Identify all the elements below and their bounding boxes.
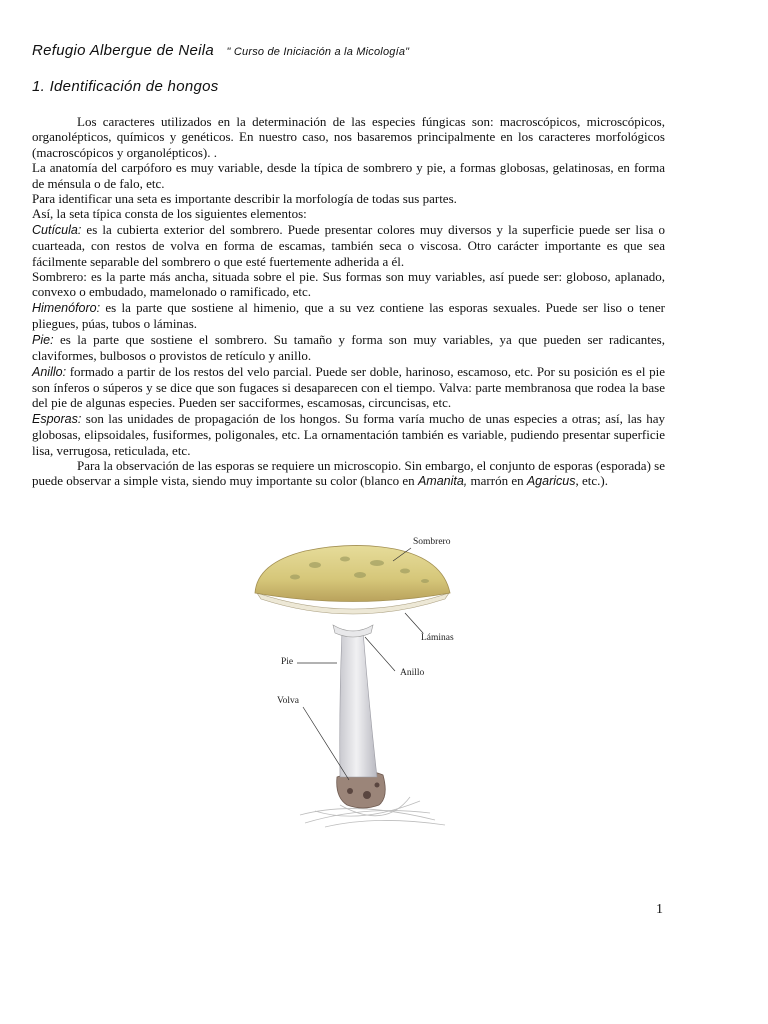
genus-amanita: Amanita,: [417, 474, 468, 489]
sombrero-paragraph: Sombrero: es la parte más ancha, situada sobre el pie. Sus formas son muy variables, así puede ser: globoso, aplanado, convexo o embudado, mamelonado o ramificado, etc.: [32, 269, 665, 300]
mushroom-figure: [245, 515, 497, 855]
esporas-paragraph: [32, 411, 665, 458]
observation-paragraph: [32, 458, 665, 490]
label-pie: Pie: [281, 657, 294, 667]
pie-text: es la parte que sostiene el sombrero. Su tamaño y forma son muy variables, ya que pueden ser radicantes, claviformes, bulbosos o provistos de retículo y anillo.: [32, 331, 665, 364]
observation-text-mid: marrón en: [467, 473, 527, 489]
pie-term: Pie:: [32, 332, 54, 347]
himenoforo-term: Himenóforo:: [32, 300, 101, 315]
label-volva: Volva: [277, 696, 299, 706]
anillo-text: formado a partir de los restos del velo parcial. Puede ser doble, harinoso, escamoso, etc. Por su posición es el pie son ínferos o súperos y se dice que son fugaces si desaparecen con el tiempo. Valva: parte membranosa que rodea la base del pie de algunas especies. Pueden ser sacciformes, escamosas, circuncisas, etc.: [32, 363, 665, 411]
pie-paragraph: [32, 332, 665, 364]
genus-agaricus: Agaricus: [526, 474, 576, 489]
observation-text-end: , etc.).: [575, 473, 608, 489]
anatomy-paragraph: La anatomía del carpóforo es muy variable, desde la típica de sombrero y pie, a formas globosas, gelatinosas, en forma de ménsula o de falo, etc.: [32, 160, 665, 191]
label-laminas: Láminas: [421, 633, 454, 643]
body-text: [32, 114, 665, 490]
page-number: 1: [656, 902, 663, 917]
document-header: [32, 42, 732, 60]
label-anillo: Anillo: [400, 668, 425, 678]
himenoforo-text: es la parte que sostiene al himenio, que a su vez contiene las esporas sexuales. Puede ser liso o tener pliegues, púas, tubos o láminas.: [32, 299, 665, 332]
anillo-term: Anillo:: [32, 364, 67, 379]
header-organization: Refugio Albergue de Neila: [32, 42, 215, 59]
cuticula-paragraph: [32, 222, 665, 269]
typical-paragraph: Así, la seta típica consta de los siguientes elementos:: [32, 206, 307, 222]
section-title: 1. Identificación de hongos: [32, 78, 219, 95]
cap-shape: [255, 545, 450, 601]
cuticula-text: es la cubierta exterior del sombrero. Puede presentar colores muy diversos y la superficie puede ser lisa o cuarteada, con restos de volva en forma de escamas, también seca o viscosa. Otro carácter importante es que sea fácilmente separable del sombrero o que esté fuertemente adherida a él.: [32, 221, 665, 269]
label-sombrero: Sombrero: [413, 537, 451, 547]
himenoforo-paragraph: [32, 300, 665, 332]
intro-paragraph: Los caracteres utilizados en la determinación de las especies fúngicas son: macroscópicos, microscópicos, organolépticos, químicos y genéticos. En nuestro caso, nos basaremos principalmente en los caracteres morfológicos (macroscópicos y organolépticos). .: [32, 114, 665, 160]
observation-text-start: Para la observación de las esporas se requiere un microscopio. Sin embargo, el conjunto de esporas (esporada) se puede observar a simple vista, siendo muy importante su color (blanco en: [32, 457, 665, 489]
esporas-text: son las unidades de propagación de los hongos. Su forma varía mucho de unas especies a otras; así, las hay globosas, elipsoidales, fusiformes, poligonales, etc. La ornamentación también es variable, pudiendo presentar superficie lisa, verrugosa, reticulada, etc.: [32, 410, 665, 458]
stem-shape: [340, 631, 377, 777]
identify-paragraph: Para identificar una seta es importante describir la morfología de todas sus partes.: [32, 191, 457, 207]
anillo-paragraph: [32, 364, 665, 411]
mushroom-illustration: [245, 515, 497, 855]
ring-shape: [333, 625, 373, 637]
header-course-title: " Curso de Iniciación a la Micología": [226, 46, 410, 58]
esporas-term: Esporas:: [32, 411, 82, 426]
cuticula-term: Cutícula:: [32, 222, 82, 237]
